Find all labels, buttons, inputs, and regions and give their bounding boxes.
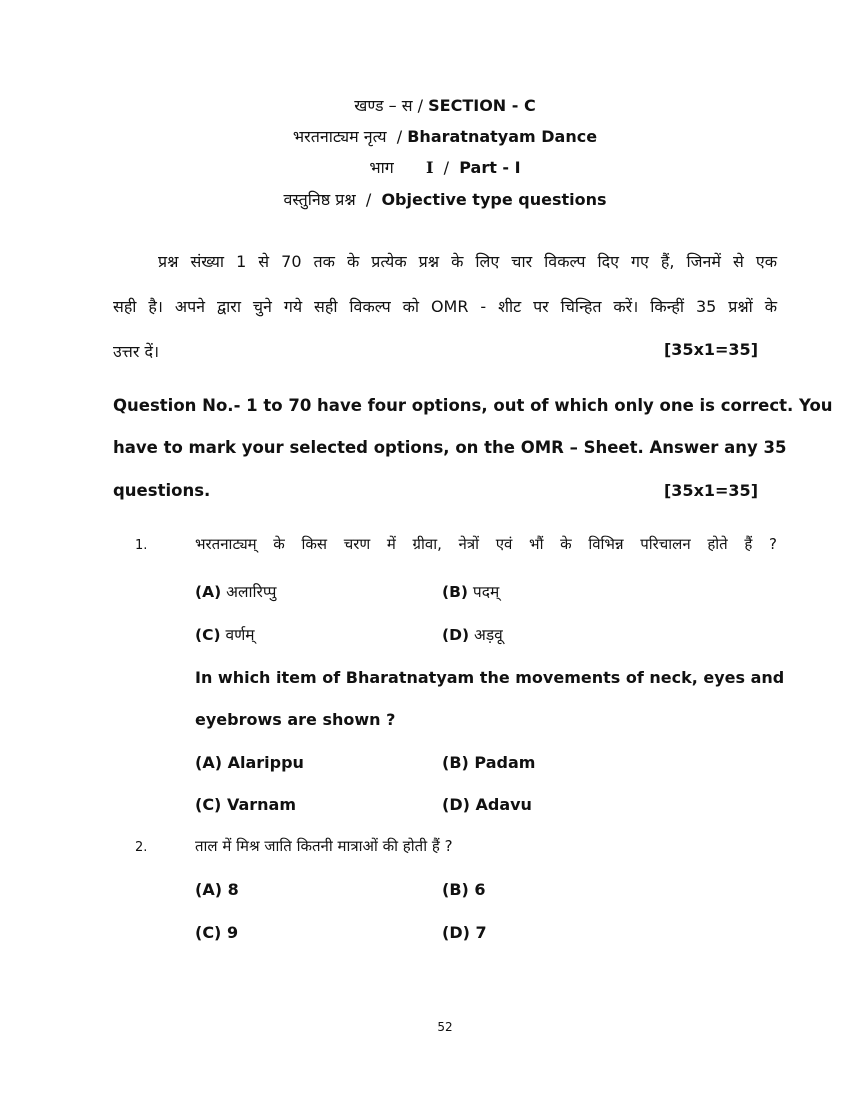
part-english: Part - I bbox=[459, 158, 521, 177]
option-c-english: (C) Varnam bbox=[195, 795, 297, 814]
subject-english: Bharatnatyam Dance bbox=[407, 127, 598, 146]
subject-heading bbox=[0, 125, 850, 147]
marks-hindi: [35x1=35] bbox=[663, 340, 758, 359]
option-a-hindi: (A) अलारिप्पु bbox=[195, 583, 277, 601]
part-hindi: भाग bbox=[369, 158, 394, 177]
question-number: 2. bbox=[135, 840, 148, 855]
question-text-hindi: ताल में मिश्र जाति कितनी मात्राओं की होती हैं ? bbox=[195, 837, 453, 855]
english-instruction-line-3: questions. bbox=[113, 481, 211, 500]
section-hindi: खण्ड – स bbox=[354, 96, 413, 115]
option-d-hindi: (D) अड़वू bbox=[442, 626, 503, 644]
marks-english: [35x1=35] bbox=[663, 481, 758, 500]
separator: / bbox=[391, 127, 403, 146]
option-d-english: (D) Adavu bbox=[442, 795, 532, 814]
option-c-hindi: (C) वर्णम् bbox=[195, 626, 255, 644]
type-heading bbox=[0, 188, 850, 210]
question-number: 1. bbox=[135, 538, 148, 553]
question-text-english-line-2: eyebrows are shown ? bbox=[195, 710, 396, 729]
option-c: (C) 9 bbox=[195, 923, 239, 942]
subject-hindi: भरतनाट्यम नृत्य bbox=[292, 127, 387, 146]
part-heading bbox=[0, 156, 850, 178]
option-d: (D) 7 bbox=[442, 923, 487, 942]
option-a-english: (A) Alarippu bbox=[195, 753, 304, 772]
separator: / bbox=[360, 190, 377, 209]
part-roman: I bbox=[425, 158, 434, 177]
english-instruction-line-2: have to mark your selected options, on the OMR – Sheet. Answer any 35 bbox=[113, 438, 787, 457]
option-b-english: (B) Padam bbox=[442, 753, 536, 772]
option-a: (A) 8 bbox=[195, 880, 239, 899]
page-number: 52 bbox=[437, 1020, 453, 1034]
hindi-instruction-line-1: प्रश्न संख्या 1 से 70 तक के प्रत्येक प्रश्न के लिए चार विकल्प दिए गए हैं, जिनमें से एक bbox=[158, 252, 777, 271]
option-b: (B) 6 bbox=[442, 880, 486, 899]
hindi-instruction-line-3: उत्तर दें। bbox=[113, 342, 160, 361]
hindi-instruction-line-2: सही है। अपने द्वारा चुने गये सही विकल्प को OMR - शीट पर चिन्हित करें। किन्हीं 35 प्रश्नों के bbox=[113, 297, 777, 316]
separator: / bbox=[438, 158, 455, 177]
question-text-hindi: भरतनाट्यम् के किस चरण में ग्रीवा, नेत्रों एवं भौं के विभिन्न परिचालन होते हैं ? bbox=[195, 535, 777, 553]
section-heading bbox=[0, 94, 850, 116]
option-b-hindi: (B) पदम् bbox=[442, 583, 500, 601]
english-instruction-line-1: Question No.- 1 to 70 have four options, out of which only one is correct. You bbox=[113, 396, 833, 415]
separator: / bbox=[417, 96, 424, 115]
type-english: Objective type questions bbox=[381, 190, 607, 209]
section-english: SECTION - C bbox=[428, 96, 536, 115]
question-text-english-line-1: In which item of Bharatnatyam the movements of neck, eyes and bbox=[195, 668, 785, 687]
type-hindi: वस्तुनिष्ठ प्रश्न bbox=[283, 190, 356, 209]
